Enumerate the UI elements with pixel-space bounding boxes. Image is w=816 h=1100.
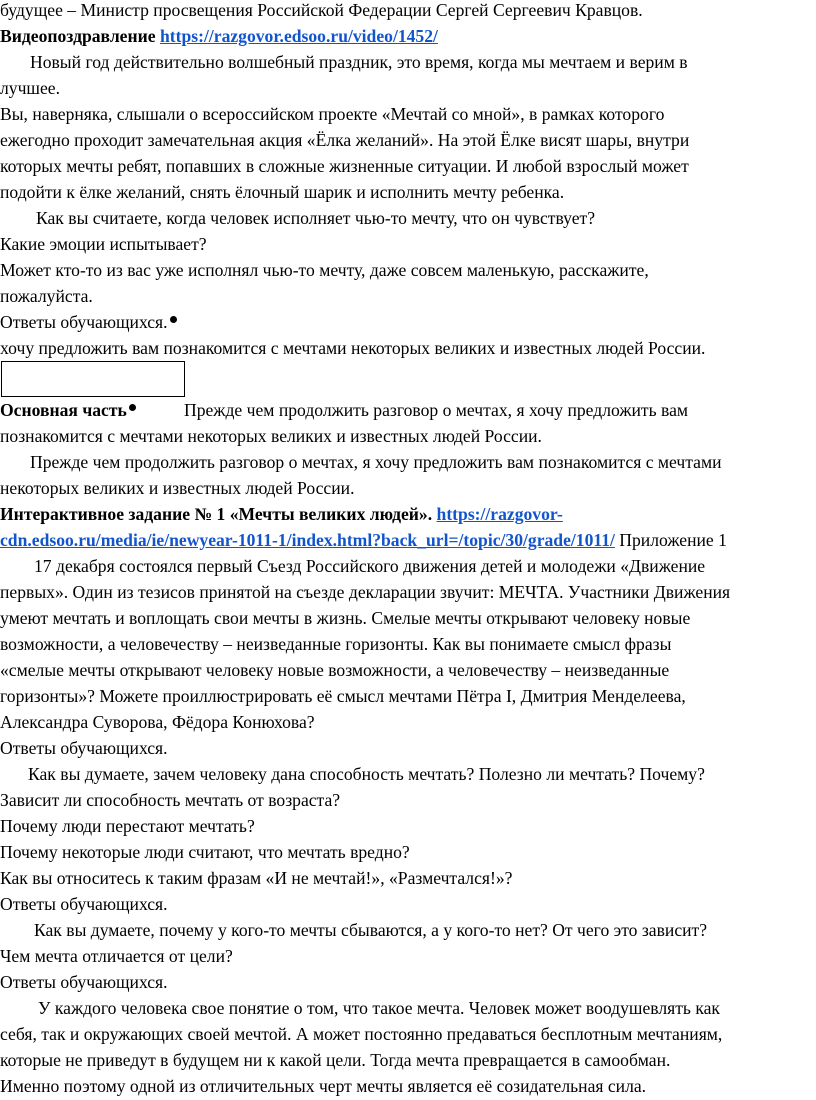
empty-frame — [1, 361, 185, 397]
paragraph-line: первых». Один из тезисов принятой на съезде декларации звучит: МЕЧТА. Участники Движения — [0, 582, 731, 602]
student-answers-text: Ответы обучающихся. — [0, 894, 168, 914]
paragraph-line: Чем мечта отличается от цели? — [0, 946, 233, 966]
video-greeting-label: Видеопоздравление — [0, 26, 156, 46]
main-part-label: Основная часть — [0, 400, 127, 420]
paragraph-line: Как вы думаете, зачем человеку дана способность мечтать? Полезно ли мечтать? Почему? — [28, 764, 705, 784]
paragraph-line: «смелые мечты открывают человеку новые возможности, а человечеству – неизведанные — [0, 660, 670, 680]
paragraph-line: возможности, а человечеству – неизведанные горизонты. Как вы понимаете смысл фразы — [0, 634, 672, 654]
paragraph-line: Прежде чем продолжить разговор о мечтах, я хочу предложить вам — [184, 400, 689, 420]
paragraph-line: Почему некоторые люди считают, что мечтать вредно? — [0, 842, 410, 862]
student-answers-text: Ответы обучающихся. — [0, 738, 168, 758]
paragraph-line: 17 декабря состоялся первый Съезд Российского движения детей и молодежи «Движение — [34, 556, 706, 576]
paragraph-line: которых мечты ребят, попавших в сложные жизненные ситуации. И любой взрослый может — [0, 156, 689, 176]
paragraph-line: подойти к ёлке желаний, снять ёлочный шарик и исполнить мечту ребенка. — [0, 182, 565, 202]
bullet-icon — [129, 404, 136, 411]
paragraph-line: некоторых великих и известных людей России. — [0, 478, 355, 498]
paragraph-line: Почему люди перестают мечтать? — [0, 816, 255, 836]
student-answers-text: Ответы обучающихся. — [0, 312, 168, 332]
paragraph-line: которые не приведут в будущем ни к какой цели. Тогда мечта превращается в самообман. — [0, 1050, 671, 1070]
main-part-line — [0, 398, 136, 424]
paragraph-line: будущее – Министр просвещения Российской Федерации Сергей Сергеевич Кравцов. — [0, 0, 643, 20]
video-greeting-link[interactable]: https://razgovor.edsoo.ru/video/1452/ — [159, 26, 438, 46]
paragraph-line: Какие эмоции испытывает? — [0, 234, 207, 254]
interactive-task-link-line — [0, 528, 727, 554]
paragraph-line: лучшее. — [0, 78, 60, 98]
paragraph-line: хочу предложить вам познакомится с мечтами некоторых великих и известных людей России. — [0, 338, 706, 358]
paragraph-line: познакомится с мечтами некоторых великих и известных людей России. — [0, 426, 542, 446]
paragraph-line: Как вы думаете, почему у кого-то мечты сбываются, а у кого-то нет? От чего это зависит? — [34, 920, 708, 940]
video-greeting-line — [0, 24, 438, 50]
paragraph-line: Как вы относитесь к таким фразам «И не мечтай!», «Размечтался!»? — [0, 868, 513, 888]
student-answers-text: Ответы обучающихся. — [0, 972, 168, 992]
paragraph-line: Как вы считаете, когда человек исполняет чью-то мечту, что он чувствует? — [36, 208, 596, 228]
paragraph-line: Может кто-то из вас уже исполнял чью-то мечту, даже совсем маленькую, расскажите, — [0, 260, 649, 280]
paragraph-line: У каждого человека свое понятие о том, что такое мечта. Человек может воодушевлять как — [38, 998, 720, 1018]
paragraph-line: Александра Суворова, Фёдора Конюхова? — [0, 712, 315, 732]
paragraph-line: пожалуйста. — [0, 286, 93, 306]
paragraph-line: горизонты»? Можете проиллюстрировать её смысл мечтами Пётра I, Дмитрия Менделеева, — [0, 686, 686, 706]
paragraph-line: Зависит ли способность мечтать от возраста? — [0, 790, 341, 810]
bullet-icon — [170, 316, 177, 323]
interactive-task-link-part2[interactable]: cdn.edsoo.ru/media/ie/newyear-1011-1/index.html?back_url=/topic/30/grade/1011/ — [0, 530, 615, 550]
paragraph-line: Вы, наверняка, слышали о всероссийском проекте «Мечтай со мной», в рамках которого — [0, 104, 665, 124]
paragraph-line: умеют мечтать и воплощать свои мечты в жизнь. Смелые мечты открывают человеку новые — [0, 608, 691, 628]
paragraph-line: ежегодно проходит замечательная акция «Ёлка желаний». На этой Ёлке висят шары, внутри — [0, 130, 690, 150]
interactive-task-link-part1[interactable]: https://razgovor- — [436, 504, 563, 524]
paragraph-line: себя, так и окружающих своей мечтой. А может постоянно предаваться бесплотным мечтаниям, — [0, 1024, 723, 1044]
appendix-label: Приложение 1 — [619, 530, 727, 550]
student-answers-line — [0, 310, 177, 336]
interactive-task-line — [0, 502, 563, 528]
interactive-task-label: Интерактивное задание № 1 «Мечты великих людей». — [0, 504, 433, 524]
paragraph-line: Именно поэтому одной из отличительных черт мечты является её созидательная сила. — [0, 1076, 647, 1096]
paragraph-line: Прежде чем продолжить разговор о мечтах, я хочу предложить вам познакомится с мечтами — [30, 452, 722, 472]
paragraph-line: Новый год действительно волшебный праздник, это время, когда мы мечтаем и верим в — [30, 52, 688, 72]
